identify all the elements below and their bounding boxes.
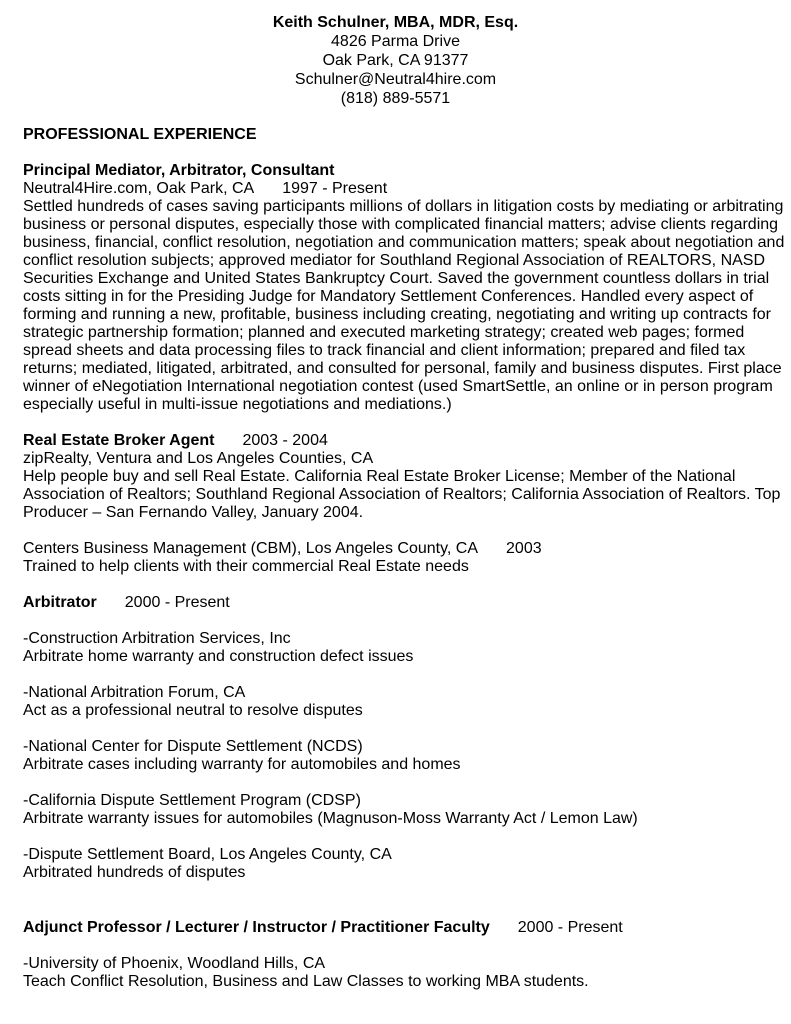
contact-header: [0, 13, 791, 108]
arbitrator-section: [23, 594, 791, 882]
organization-name: -National Center for Dispute Settlement (NCDS): [23, 738, 363, 755]
arbitration-entry: [23, 846, 791, 882]
section-title: Adjunct Professor / Lecturer / Instructor / Practitioner Faculty: [23, 919, 490, 936]
arbitration-entry: [23, 738, 791, 774]
organization-name: -Dispute Settlement Board, Los Angeles County, CA: [23, 846, 392, 863]
job-company-line: [23, 540, 791, 558]
role-description: Teach Conflict Resolution, Business and Law Classes to working MBA students.: [23, 973, 589, 990]
section-dates: 2000 - Present: [517, 919, 623, 936]
job-principal-mediator: [23, 162, 791, 414]
job-company: Neutral4Hire.com, Oak Park, CA: [23, 180, 255, 197]
job-centers-business-management: [23, 540, 791, 576]
job-company: zipRealty, Ventura and Los Angeles Counties, CA: [23, 450, 374, 467]
arbitration-entry: [23, 630, 791, 666]
job-title-line: [23, 432, 791, 450]
job-company: Centers Business Management (CBM), Los Angeles County, CA: [23, 540, 479, 557]
role-description: Arbitrate cases including warranty for automobiles and homes: [23, 756, 461, 773]
address-line-2: Oak Park, CA 91377: [322, 52, 469, 69]
job-title: Real Estate Broker Agent: [23, 432, 215, 449]
faculty-title-line: [23, 919, 791, 937]
section-dates: 2000 - Present: [124, 594, 230, 611]
role-description: Arbitrated hundreds of disputes: [23, 864, 246, 881]
organization-name: -University of Phoenix, Woodland Hills, CA: [23, 955, 326, 972]
professional-experience-heading: PROFESSIONAL EXPERIENCE: [23, 126, 257, 143]
faculty-entry: [23, 955, 791, 991]
arbitrator-title-line: [23, 594, 791, 612]
organization-name: -National Arbitration Forum, CA: [23, 684, 246, 701]
job-real-estate-broker: [23, 432, 791, 522]
role-description: Arbitrate home warranty and construction defect issues: [23, 648, 414, 665]
address-line-1: 4826 Parma Drive: [331, 33, 460, 50]
job-dates: 1997 - Present: [282, 180, 388, 197]
job-title: Principal Mediator, Arbitrator, Consultant: [23, 162, 335, 179]
job-dates: 2003: [506, 540, 542, 557]
job-dates: 2003 - 2004: [242, 432, 328, 449]
job-description: Trained to help clients with their commercial Real Estate needs: [23, 558, 469, 575]
organization-name: -California Dispute Settlement Program (CDSP): [23, 792, 361, 809]
arbitration-entry: [23, 792, 791, 828]
organization-name: -Construction Arbitration Services, Inc: [23, 630, 291, 647]
faculty-section: [23, 919, 791, 991]
role-description: Act as a professional neutral to resolve disputes: [23, 702, 363, 719]
section-title: Arbitrator: [23, 594, 97, 611]
phone-number: (818) 889-5571: [340, 90, 451, 107]
arbitration-entry: [23, 684, 791, 720]
job-company-line: [23, 180, 791, 198]
job-description: Settled hundreds of cases saving participants millions of dollars in litigation costs by mediating or arbitrating business or personal disputes, especially those with complicated financial matters; advise clients regarding business, financial, conflict resolution, negotiation and communication matters; speak about negotiation and conflict resolution subjects; approved mediator for Southland Regional Association of REALTORS, NASD Securities Exchange and United States Bankruptcy Court. Saved the government countless dollars in trial costs sitting in for the Presiding Judge for Mandatory Settlement Conferences. Handled every aspect of forming and running a new, profitable, business including creating, negotiating and writing up contracts for strategic partnership formation; planned and executed marketing strategy; created web pages; formed spread sheets and data processing files to track financial and client information; prepared and filed tax returns; mediated, litigated, arbitrated, and consulted for personal, family and business disputes. First place winner of eNegotiation International negotiation contest (used SmartSettle, an online or in person program especially useful in multi-issue negotiations and mediations.): [23, 198, 785, 413]
email-address: Schulner@Neutral4hire.com: [294, 71, 497, 88]
candidate-name: Keith Schulner, MBA, MDR, Esq.: [272, 14, 519, 31]
role-description: Arbitrate warranty issues for automobiles (Magnuson-Moss Warranty Act / Lemon Law): [23, 810, 638, 827]
job-description: Help people buy and sell Real Estate. California Real Estate Broker License; Member of the National Association of Realtors; Southland Regional Association of Realtors; California Association of Realtors. Top Producer – San Fernando Valley, January 2004.: [23, 468, 781, 521]
